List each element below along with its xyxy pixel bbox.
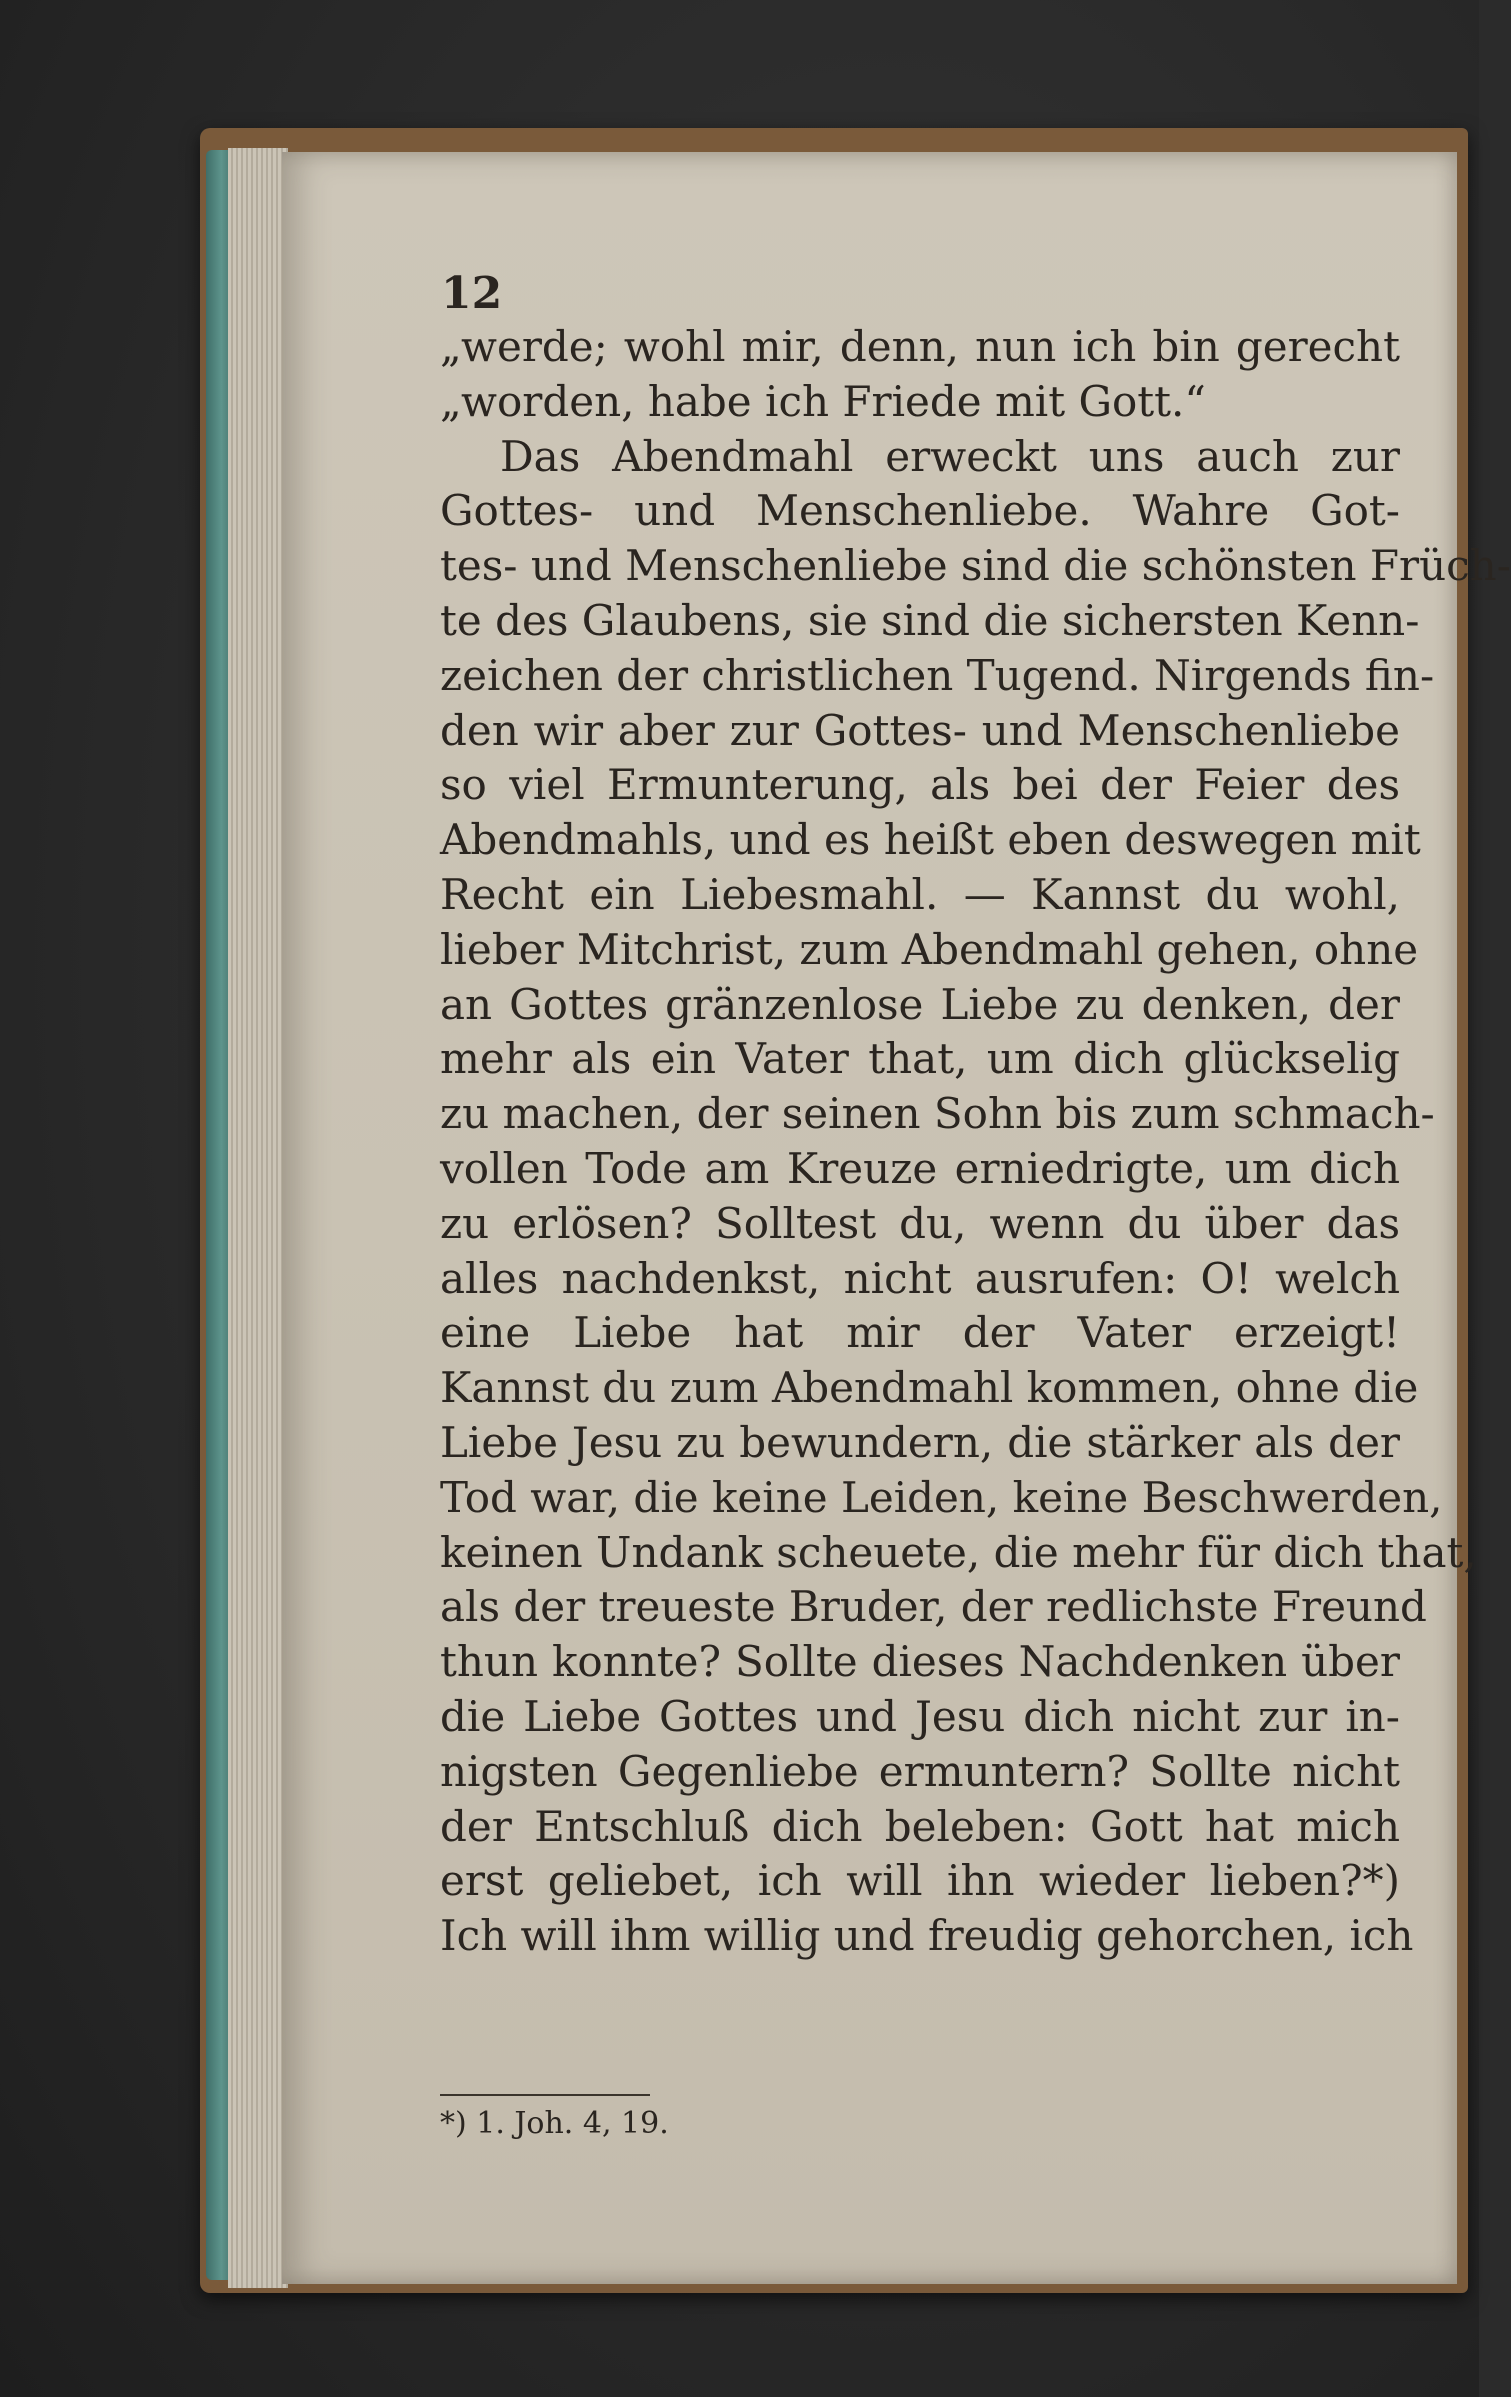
text-line: Kannst du zum Abendmahl kommen, ohne die xyxy=(440,1363,1419,1413)
text-line: den wir aber zur Gottes- und Menschenliebe xyxy=(440,705,1400,755)
text-line: zu erlösen? Solltest du, wenn du über das xyxy=(440,1198,1400,1248)
text-line: Recht ein Liebesmahl. — Kannst du wohl, xyxy=(440,869,1400,919)
text-line: Abendmahls, und es heißt eben deswegen mit xyxy=(440,815,1421,865)
text-line: Liebe Jesu zu bewundern, die stärker als der xyxy=(440,1417,1400,1467)
text-line: als der treueste Bruder, der redlichste Freund xyxy=(440,1582,1427,1632)
text-line: mehr als ein Vater that, um dich glückselig xyxy=(440,1034,1400,1084)
text-line: die Liebe Gottes und Jesu dich nicht zur in- xyxy=(440,1691,1400,1741)
text-line: zu machen, der seinen Sohn bis zum schmach- xyxy=(440,1089,1435,1139)
text-line: Das Abendmahl erweckt uns auch zur xyxy=(500,431,1400,481)
text-line: Ich will ihm willig und freudig gehorchen, ich xyxy=(440,1911,1414,1961)
text-line: te des Glaubens, sie sind die sichersten Kenn- xyxy=(440,595,1420,645)
text-line: Tod war, die keine Leiden, keine Beschwerden, xyxy=(440,1472,1443,1522)
text-line: erst geliebet, ich will ihn wieder lieben?*) xyxy=(440,1856,1400,1906)
text-line: eine Liebe hat mir der Vater erzeigt! xyxy=(440,1308,1400,1358)
text-line: „werde; wohl mir, denn, nun ich bin gerecht xyxy=(440,322,1400,371)
page-number: 12 xyxy=(441,268,503,319)
text-line: lieber Mitchrist, zum Abendmahl gehen, ohne xyxy=(440,924,1419,974)
text-line: tes- und Menschenliebe sind die schönsten Früch- xyxy=(440,541,1511,591)
text-line: zeichen der christlichen Tugend. Nirgends fin- xyxy=(440,650,1435,700)
text-line: der Entschluß dich beleben: Gott hat mich xyxy=(440,1801,1400,1851)
text-line: thun konnte? Sollte dieses Nachdenken über xyxy=(440,1637,1400,1687)
text-line: an Gottes gränzenlose Liebe zu denken, der xyxy=(440,979,1400,1029)
body-text xyxy=(440,320,1511,1964)
text-line: Gottes- und Menschenliebe. Wahre Got- xyxy=(440,486,1400,536)
footnote: *) 1. Joh. 4, 19. xyxy=(440,2106,669,2141)
text-line: so viel Ermunterung, als bei der Feier des xyxy=(440,760,1400,810)
footnote-divider xyxy=(440,2094,650,2096)
text-line: nigsten Gegenliebe ermuntern? Sollte nicht xyxy=(440,1746,1400,1796)
text-line: „worden, habe ich Friede mit Gott.“ xyxy=(440,376,1206,426)
text-line: vollen Tode am Kreuze erniedrigte, um dich xyxy=(440,1143,1400,1193)
page-stack-edge xyxy=(228,148,288,2288)
text-line: alles nachdenkst, nicht ausrufen: O! welch xyxy=(440,1253,1400,1303)
text-line: keinen Undank scheuete, die mehr für dich that, xyxy=(440,1527,1477,1577)
